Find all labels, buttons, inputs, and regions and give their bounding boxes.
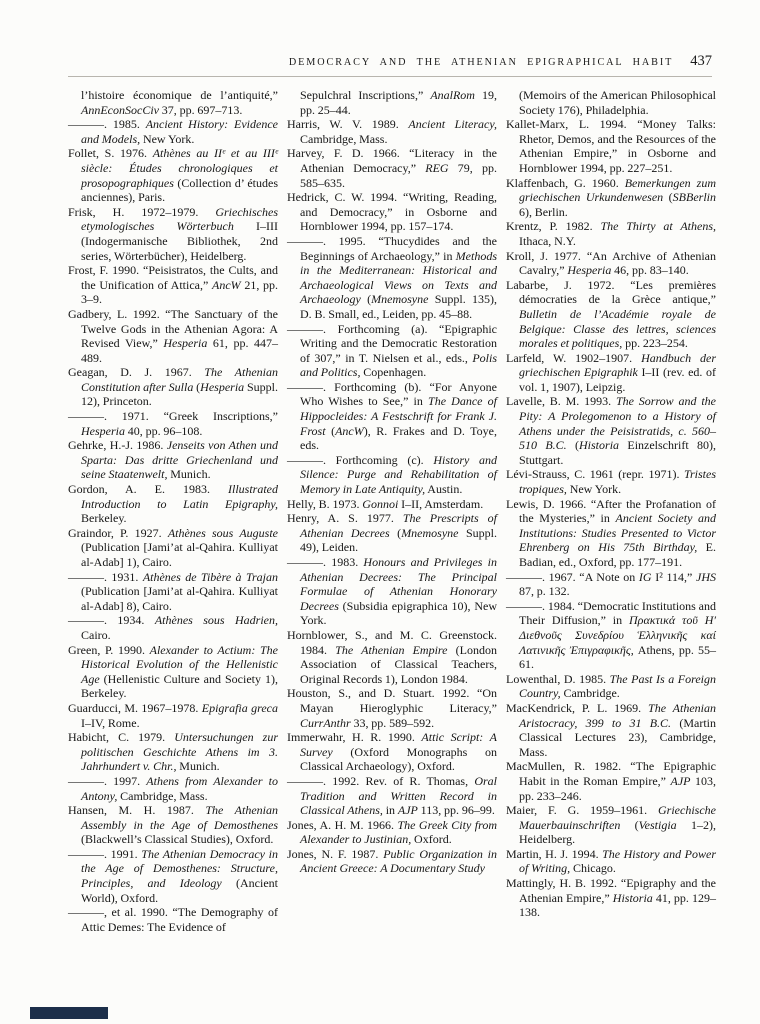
bib-entry: ———. 1984. “Democratic Institutions and Their Diffusion,” in Πρακτικά τοῦ Η′ Διεθνοῦς Συνεδρίου Ἑλληνικῆς καί Λατινικῆς Ἐπιγραφικῆς, Athens, pp. 55–61. xyxy=(506,598,717,672)
bib-entry: Sepulchral Inscriptions,” AnalRom 19, pp. 25–44. xyxy=(300,88,497,117)
bib-entry: Hornblower, S., and M. C. Greenstock. 1984. The Athenian Empire (London Association of Classical Teachers, Original Records 1), London 1984. xyxy=(287,627,497,686)
bib-entry: Harvey, F. D. 1966. “Literacy in the Athenian Democracy,” REG 79, pp. 585–635. xyxy=(287,146,497,190)
header-rule xyxy=(68,76,712,77)
bib-entry: Lewis, D. 1966. “After the Profanation of the Mysteries,” in Ancient Society and Institutions: Studies Presented to Victor Ehrenberg on His 75th Birthday, E. Badian, ed., Oxford, pp. 177–191. xyxy=(506,496,717,569)
bib-entry: Immerwahr, H. R. 1990. Attic Script: A Survey (Oxford Monographs on Classical Archaeology), Oxford. xyxy=(287,730,497,774)
column-1 xyxy=(68,88,278,934)
bib-entry: Lavelle, B. M. 1993. The Sorrow and the Pity: A Prolegomenon to a History of Athens under the Peisistratids, c. 560–510 B.C. (Historia Einzelschrift 80), Stuttgart. xyxy=(506,394,717,467)
bib-entry: ———. 1934. Athènes sous Hadrien, Cairo. xyxy=(68,613,278,642)
page-number: 437 xyxy=(690,53,712,69)
bib-entry: Gadbery, L. 1992. “The Sanctuary of the Twelve Gods in the Athenian Agora: A Revised View,” Hesperia 61, pp. 447–489. xyxy=(68,306,278,365)
bib-entry: Green, P. 1990. Alexander to Actium: The Historical Evolution of the Hellenistic Age (Hellenistic Culture and Society 1), Berkeley. xyxy=(68,642,278,701)
bib-entry: ———. 1997. Athens from Alexander to Antony, Cambridge, Mass. xyxy=(68,773,278,803)
bib-entry: Lévi-Strauss, C. 1961 (repr. 1971). Tristes tropiques, New York. xyxy=(506,467,716,497)
bib-entry: Jones, N. F. 1987. Public Organization in Ancient Greece: A Documentary Study xyxy=(287,846,497,876)
bib-entry: ———. 1967. “A Note on IG I² 114,” JHS 87, p. 132. xyxy=(506,569,716,599)
bib-entry: Krentz, P. 1982. The Thirty at Athens, Ithaca, N.Y. xyxy=(506,219,716,248)
bib-entry: ———. 1995. “Thucydides and the Beginnings of Archaeology,” in Methods in the Mediterranean: Historical and Archaeological Views on Texts and Archaeology (Mnemosyne Suppl. 135), D. B. Small, ed., Leiden, pp. 45–88. xyxy=(287,233,497,321)
bib-entry: ———. 1971. “Greek Inscriptions,” Hesperia 40, pp. 96–108. xyxy=(68,409,278,438)
bib-entry: Martin, H. J. 1994. The History and Power of Writing, Chicago. xyxy=(506,846,716,876)
bib-entry: ———. 1992. Rev. of R. Thomas, Oral Tradition and Written Record in Classical Athens, in AJP 113, pp. 96–99. xyxy=(287,773,497,818)
bib-entry: ———. 1931. Athènes de Tibère à Trajan (Publication [Jami’at al-Qahira. Kulliyat al-Adab] 8), Cairo. xyxy=(68,569,278,613)
bib-entry: Habicht, C. 1979. Untersuchungen zur politischen Geschichte Athens im 3. Jahrhundert v. Chr., Munich. xyxy=(68,730,278,774)
column-2 xyxy=(287,88,497,934)
bibliography-columns xyxy=(68,88,716,934)
bib-entry: Hansen, M. H. 1987. The Athenian Assembly in the Age of Demosthenes (Blackwell’s Classical Studies), Oxford. xyxy=(68,803,278,847)
bib-entry: Gordon, A. E. 1983. Illustrated Introduction to Latin Epigraphy, Berkeley. xyxy=(68,482,278,526)
bib-entry: Follet, S. 1976. Athènes au IIᵉ et au IIIᵉ siècle: Études chronologiques et prosopographiques (Collection d’ études anciennes), Paris. xyxy=(68,146,278,205)
bib-entry: ———. Forthcoming (b). “For Anyone Who Wishes to See,” in The Dance of Hippocleides: A Festschrift for Frank J. Frost (AncW), R. Frakes and D. Toye, eds. xyxy=(287,379,497,453)
bib-entry: ———. 1983. Honours and Privileges in Athenian Decrees: The Principal Formulae of Athenian Honorary Decrees (Subsidia epigraphica 10), New York. xyxy=(287,555,497,628)
bib-entry: l’histoire économique de l’antiquité,” AnnEconSocCiv 37, pp. 697–713. xyxy=(81,88,278,117)
bib-entry: Klaffenbach, G. 1960. Bemerkungen zum griechischen Urkundenwesen (SBBerlin 6), Berlin. xyxy=(506,175,716,219)
bib-entry: Henry, A. S. 1977. The Prescripts of Athenian Decrees (Mnemosyne Suppl. 49), Leiden. xyxy=(287,511,498,555)
bib-entry: Hedrick, C. W. 1994. “Writing, Reading, and Democracy,” in Osborne and Hornblower 1994, pp. 157–174. xyxy=(287,190,497,234)
bib-entry: Kroll, J. 1977. “An Archive of Athenian Cavalry,” Hesperia 46, pp. 83–140. xyxy=(506,248,716,278)
bib-entry: Harris, W. V. 1989. Ancient Literacy, Cambridge, Mass. xyxy=(287,117,497,146)
bib-entry: Houston, S., and D. Stuart. 1992. “On Mayan Hieroglyphic Literacy,” CurrAnthr 33, pp. 589–592. xyxy=(287,686,497,730)
column-3 xyxy=(506,88,716,934)
running-head xyxy=(68,53,712,70)
bib-entry: ———. Forthcoming (c). History and Silence: Purge and Rehabilitation of Memory in Late Antiquity, Austin. xyxy=(287,452,497,497)
scan-artifact-bar xyxy=(30,1007,108,1019)
bib-entry: Graindor, P. 1927. Athènes sous Auguste (Publication [Jami’at al-Qahira. Kulliyat al-Adab] 1), Cairo. xyxy=(68,525,278,569)
bib-entry: (Memoirs of the American Philosophical Society 176), Philadelphia. xyxy=(519,88,716,117)
bib-entry: ———, et al. 1990. “The Demography of Attic Demes: The Evidence of xyxy=(68,905,278,934)
bib-entry: Larfeld, W. 1902–1907. Handbuch der griechischen Epigraphik I–II (rev. ed. of vol. 1, 1907), Leipzig. xyxy=(506,350,717,394)
bib-entry: Jones, A. H. M. 1966. The Greek City from Alexander to Justinian, Oxford. xyxy=(287,817,497,847)
bib-entry: Guarducci, M. 1967–1978. Epigrafia greca I–IV, Rome. xyxy=(68,700,278,730)
bib-entry: Maier, F. G. 1959–1961. Griechische Mauerbauinschriften (Vestigia 1–2), Heidelberg. xyxy=(506,803,717,847)
bib-entry: ———. 1991. The Athenian Democracy in the Age of Demosthenes: Structure, Principles, and Ideology (Ancient World), Oxford. xyxy=(68,846,278,905)
bib-entry: MacMullen, R. 1982. “The Epigraphic Habit in the Roman Empire,” AJP 103, pp. 233–246. xyxy=(506,759,716,803)
bib-entry: Lowenthal, D. 1985. The Past Is a Foreign Country, Cambridge. xyxy=(506,671,716,701)
bib-entry: Labarbe, J. 1972. “Les premières démocraties de la Grèce antique,” Bulletin de l’Académie royale de Belgique: Classe des lettres, sciences morales et politiques, pp. 223–254. xyxy=(506,277,716,351)
bib-entry: Gehrke, H.-J. 1986. Jenseits von Athen und Sparta: Das dritte Griechenland und seine Staatenwelt, Munich. xyxy=(68,438,278,482)
bib-entry: Geagan, D. J. 1967. The Athenian Constitution after Sulla (Hesperia Suppl. 12), Princeton. xyxy=(68,365,279,409)
bib-entry: MacKendrick, P. L. 1969. The Athenian Aristocracy, 399 to 31 B.C. (Martin Classical Lectures 23), Cambridge, Mass. xyxy=(506,700,716,759)
bib-entry: Helly, B. 1973. Gonnoi I–II, Amsterdam. xyxy=(287,496,484,511)
bib-entry: Frost, F. 1990. “Peisistratos, the Cults, and the Unification of Attica,” AncW 21, pp. 3–9. xyxy=(68,263,278,307)
bib-entry: Mattingly, H. B. 1992. “Epigraphy and the Athenian Empire,” Historia 41, pp. 129–138. xyxy=(506,876,717,920)
bib-entry: Kallet-Marx, L. 1994. “Money Talks: Rhetor, Demos, and the Resources of the Athenian Empire,” in Osborne and Hornblower 1994, pp. 227–251. xyxy=(506,117,716,175)
bib-entry: ———. Forthcoming (a). “Epigraphic Writing and the Democratic Restoration of 307,” in T. Nielsen et al., eds., Polis and Politics, Copenhagen. xyxy=(287,321,497,380)
bib-entry: Frisk, H. 1972–1979. Griechisches etymologisches Wörterbuch I–III (Indogermanische Bibliothek, 2nd series, Wörterbücher), Heidelberg. xyxy=(68,204,278,263)
running-head-title: DEMOCRACY AND THE ATHENIAN EPIGRAPHICAL HABIT xyxy=(288,57,674,68)
bib-entry: ———. 1985. Ancient History: Evidence and Models, New York. xyxy=(68,117,278,146)
